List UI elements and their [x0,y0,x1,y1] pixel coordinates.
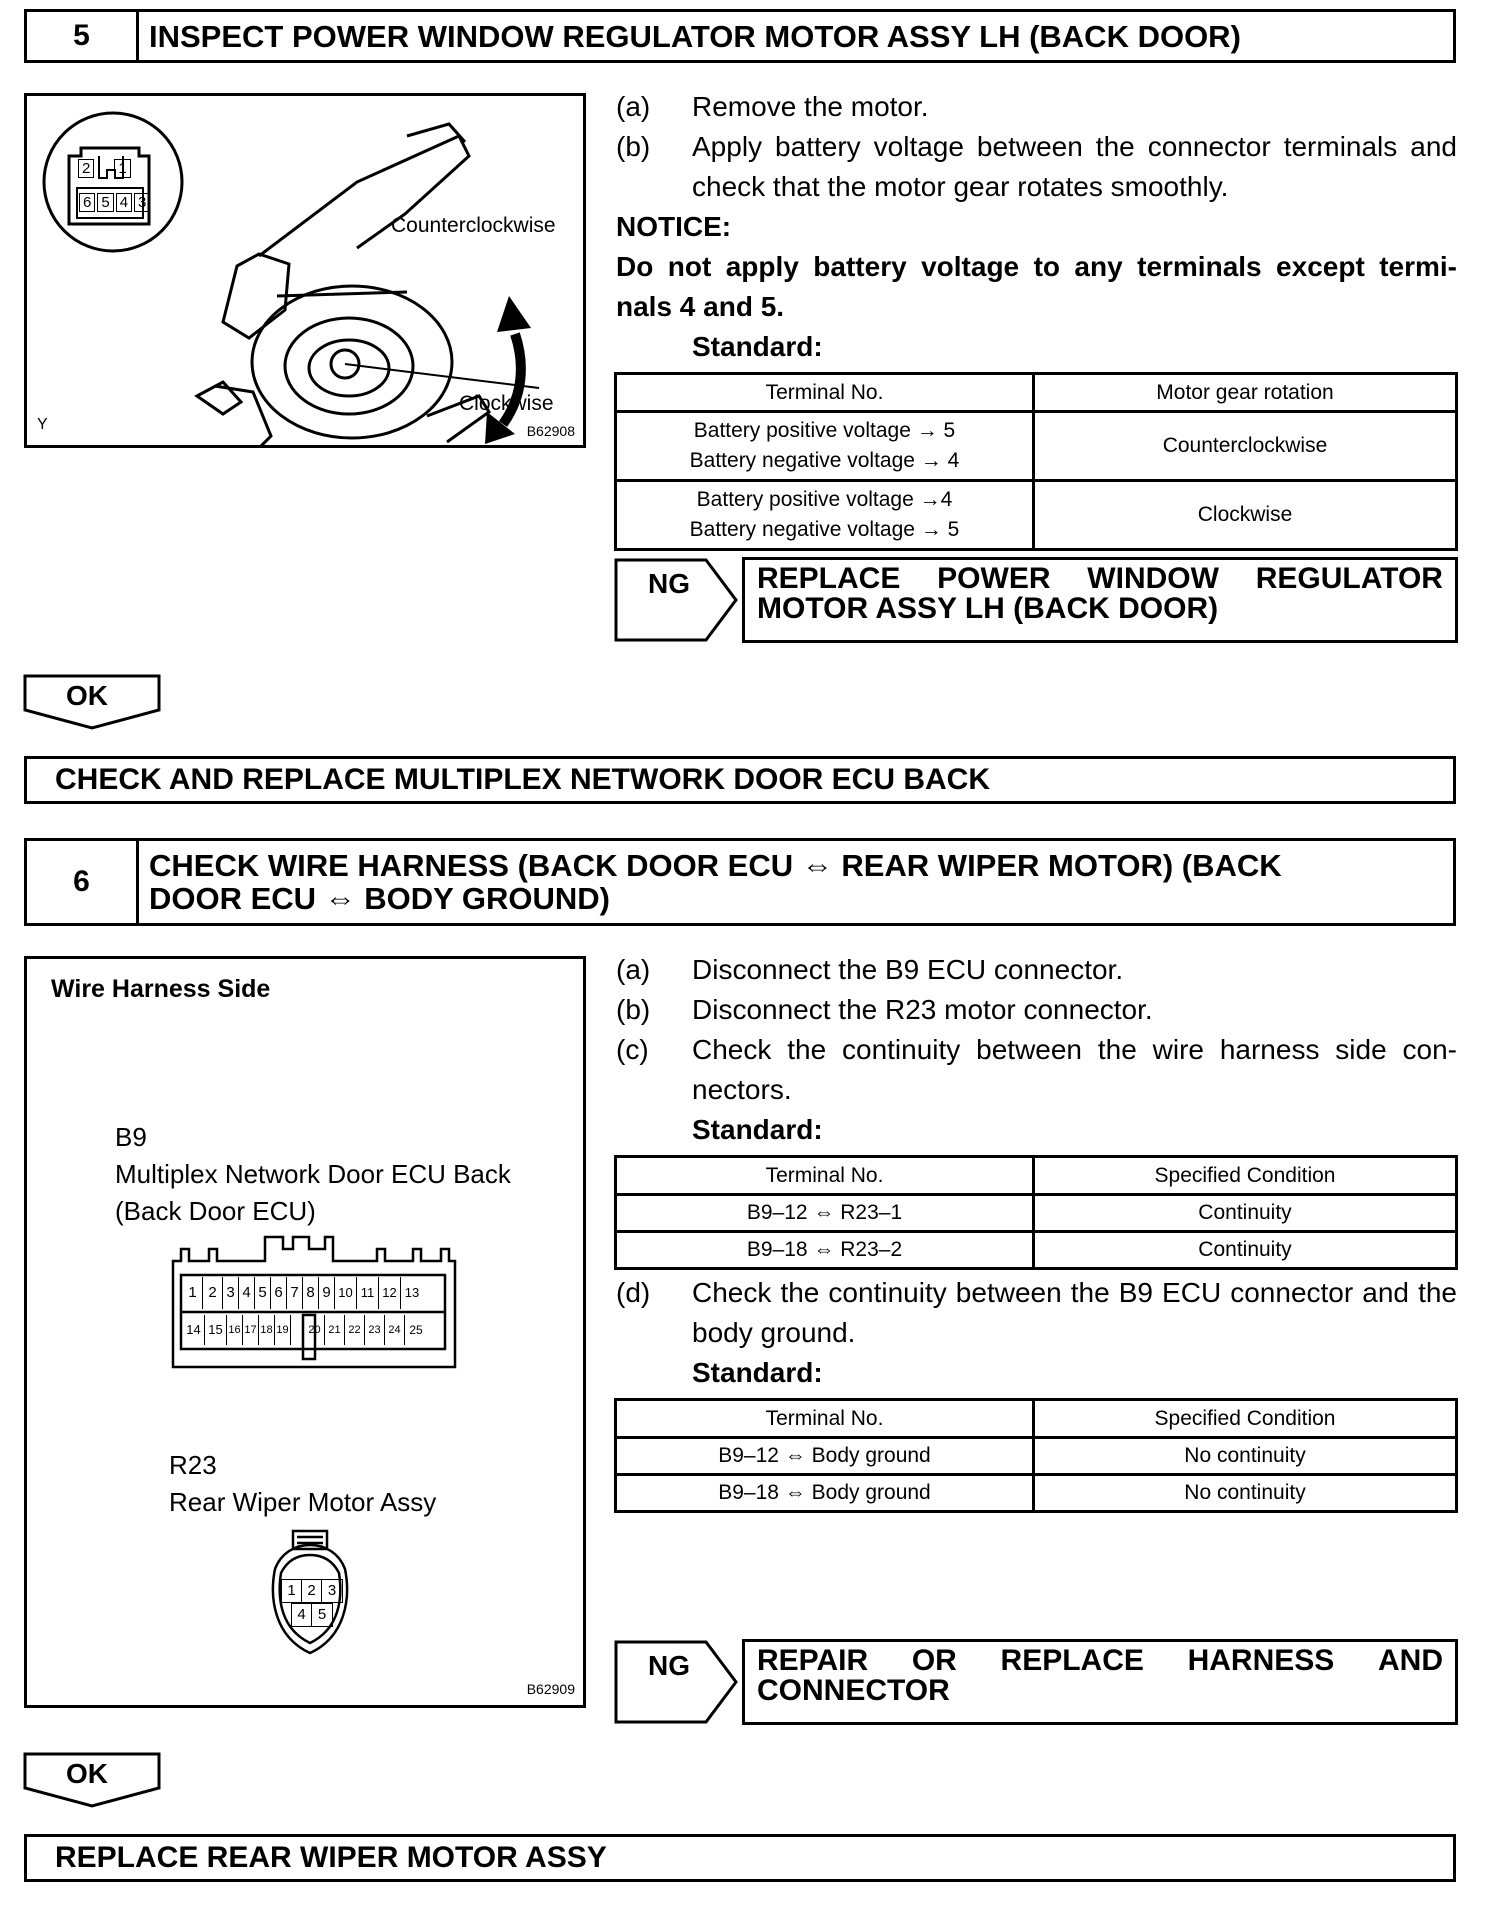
step-6-header [24,838,1456,926]
table-row [616,1438,1457,1475]
table-cell-terminal: B9–18 ⇔ R23–2 [616,1232,1034,1269]
table-header: Terminal No. [616,374,1034,412]
table-row [616,1195,1457,1232]
table-cell-terminal: B9–12 ⇔ Body ground [616,1438,1034,1475]
figure-code: B62908 [526,423,575,439]
b9-pin: 21 [325,1315,345,1345]
b9-id: B9 [115,1122,147,1152]
ng-word: WINDOW [1087,562,1219,595]
terminal-line: Battery negative voltage → 4 [689,449,960,472]
figure-heading: Wire Harness Side [51,975,271,1003]
r23-name: Rear Wiper Motor Assy [169,1487,437,1517]
r23-pin: 4 [292,1604,312,1626]
b9-pin: 24 [385,1315,405,1345]
ng-action-line2: CONNECTOR [757,1674,950,1707]
r23-id: R23 [169,1450,217,1480]
r23-pin: 1 [282,1580,302,1602]
b9-pin: 6 [271,1277,287,1309]
step-6-instruction-d [616,1273,1457,1353]
ng-action-line1 [757,564,1443,594]
ng-word: OR [911,1644,957,1677]
b9-pin: 2 [203,1277,223,1309]
terminal-line: Battery negative voltage → 5 [689,518,960,541]
ng-word: AND [1378,1644,1443,1677]
b9-pin: 5 [255,1277,271,1309]
notice-text: Do not apply battery voltage to any terminals except termi- nals 4 and 5. [616,251,1457,322]
motor-figure [24,93,586,448]
figure-code: B62909 [526,1681,575,1697]
ok-action-box: CHECK AND REPLACE MULTIPLEX NETWORK DOOR ECU BACK [24,756,1456,804]
standard-label: Standard: [692,331,823,362]
instruction-label: (d) [616,1277,651,1308]
table-cell-terminal [616,481,1034,550]
b9-pin: 1 [183,1277,203,1309]
ng-action-line1 [757,1646,1443,1676]
b9-pin: 4 [239,1277,255,1309]
terminal-line: Battery positive voltage →4 [696,488,953,511]
table-cell-result: Clockwise [1034,481,1457,550]
motor-connector-pins-top [78,159,131,178]
ng-word: REPLACE [757,562,901,595]
b9-pin: 10 [335,1277,357,1309]
b9-pin: 8 [303,1277,319,1309]
instruction-label: (a) [616,91,651,122]
table-header: Terminal No. [616,1400,1034,1438]
r23-pins-bottom [291,1603,333,1627]
body-ground-table [614,1398,1458,1513]
step-6-instruction-a [616,950,1457,990]
table-cell-condition: Continuity [1034,1232,1457,1269]
table-row [616,1232,1457,1269]
figure-corner-label: Y [37,416,48,433]
step-5-number: 5 [27,12,139,60]
terminal-line: Battery positive voltage → 5 [693,419,956,442]
motor-rotation-table [614,372,1458,551]
r23-pins-top [281,1579,343,1603]
ok-label: OK [66,1758,108,1789]
b9-pin: 3 [223,1277,239,1309]
notice-heading: NOTICE: [616,211,732,242]
ok-action-box: REPLACE REAR WIPER MOTOR ASSY [24,1834,1456,1882]
ng-word: HARNESS [1187,1644,1335,1677]
instruction-label: (b) [616,994,651,1025]
instruction-label: (c) [616,1034,649,1065]
table-cell-terminal: B9–12 ⇔ R23–1 [616,1195,1034,1232]
standard-label: Standard: [692,1114,823,1145]
instruction-text: Check the continuity between the wire harness side con- nectors. [692,1034,1457,1105]
b9-pin: 19 [275,1315,291,1345]
standard-label: Standard: [692,1357,823,1388]
b9-pin: 7 [287,1277,303,1309]
b9-name: Multiplex Network Door ECU Back [115,1159,511,1189]
b9-pin: 9 [319,1277,335,1309]
step-6-number: 6 [27,841,139,923]
table-header: Specified Condition [1034,1157,1457,1195]
b9-connector-gap [291,1315,305,1345]
table-row [616,1475,1457,1512]
ng-label: NG [648,568,690,599]
ng-word: REPLACE [1000,1644,1144,1677]
r23-pin: 5 [317,1606,327,1623]
table-row [616,481,1457,550]
step-5-header [24,9,1456,63]
b9-pin: 15 [205,1315,227,1345]
label-counterclockwise: Counterclockwise [391,214,556,237]
step-6-instruction-b [616,990,1457,1030]
table-row [616,412,1457,481]
ng-word: POWER [937,562,1051,595]
motor-pin-2: 2 [78,159,94,178]
harness-figure [24,956,586,1708]
instruction-label: (b) [616,131,651,162]
ok-label: OK [66,680,108,711]
b9-pin: 22 [345,1315,365,1345]
b9-pin: 16 [227,1315,243,1345]
b9-pin: 13 [404,1285,420,1300]
b9-pin: 17 [243,1315,259,1345]
table-cell-condition: No continuity [1034,1475,1457,1512]
ng-action-line2: MOTOR ASSY LH (BACK DOOR) [757,592,1219,625]
b9-pins-top [183,1277,423,1309]
motor-pin-6: 6 [79,193,95,212]
instruction-label: (a) [616,954,651,985]
b9-pin: 12 [379,1277,401,1309]
ng-word: REGULATOR [1255,562,1443,595]
label-clockwise: Clockwise [459,392,554,415]
step-5-title: INSPECT POWER WINDOW REGULATOR MOTOR ASSY LH (BACK DOOR) [149,18,1241,54]
step-6-title-line2: DOOR ECU ⇔ BODY GROUND) [149,881,611,916]
step-6-title-line1: CHECK WIRE HARNESS (BACK DOOR ECU ⇔ REAR WIPER MOTOR) (BACK [149,848,1282,883]
b9-pin: 18 [259,1315,275,1345]
motor-pin-3: 3 [134,193,150,212]
ng-label: NG [648,1650,690,1681]
ng-word: REPAIR [757,1644,869,1677]
b9-pin: 23 [365,1315,385,1345]
table-cell-condition: Continuity [1034,1195,1457,1232]
motor-pin-1: 1 [114,159,130,178]
b9-pin: 11 [357,1277,379,1309]
ng-action-box [742,1639,1458,1725]
step-6-instruction-c [616,1030,1457,1110]
b9-pin: 14 [183,1315,205,1345]
motor-pin-4: 4 [116,193,132,212]
table-header: Motor gear rotation [1034,374,1457,412]
table-cell-condition: No continuity [1034,1438,1457,1475]
step-5-instruction-a [616,87,1457,127]
instruction-text: Apply battery voltage between the connector terminals and check that the motor gear rotates smoothly. [692,131,1457,202]
instruction-text: Disconnect the B9 ECU connector. [692,954,1124,985]
instruction-text: Disconnect the R23 motor connector. [692,994,1153,1025]
instruction-text: Remove the motor. [692,91,929,122]
r23-pin: 2 [302,1580,322,1602]
continuity-table [614,1155,1458,1270]
motor-connector-pins-bottom [79,193,150,212]
table-cell-terminal [616,412,1034,481]
step-6-title [139,841,1453,923]
b9-sub: (Back Door ECU) [115,1196,316,1226]
step-5-instruction-b [616,127,1457,207]
table-header: Terminal No. [616,1157,1034,1195]
table-cell-result: Counterclockwise [1034,412,1457,481]
ng-action-box [742,557,1458,643]
b9-pin: 20 [305,1315,325,1345]
table-cell-terminal: B9–18 ⇔ Body ground [616,1475,1034,1512]
r23-pin: 3 [327,1582,337,1599]
instruction-text: Check the continuity between the B9 ECU connector and the body ground. [692,1277,1457,1348]
b9-pins-bottom [183,1315,427,1345]
motor-pin-5: 5 [97,193,113,212]
table-header: Specified Condition [1034,1400,1457,1438]
b9-pin: 25 [409,1323,423,1337]
